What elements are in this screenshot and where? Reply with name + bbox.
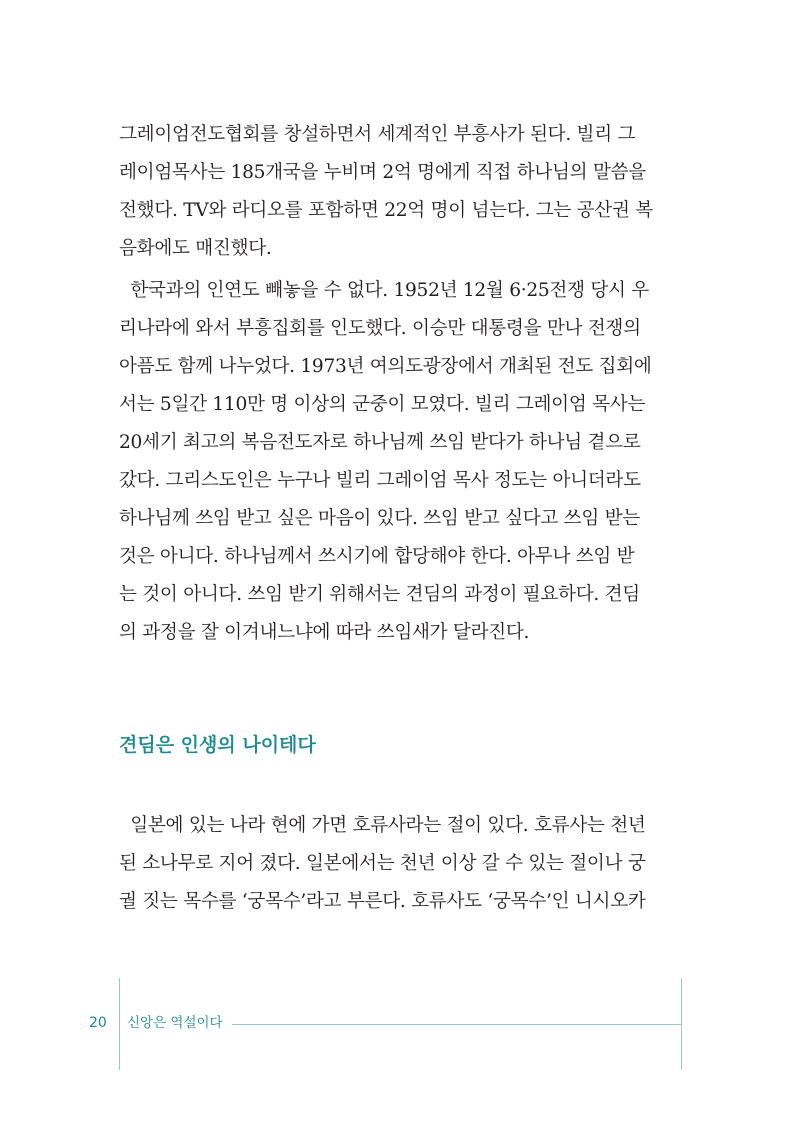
body-line: 전했다. TV와 라디오를 포함하면 22억 명이 넘는다. 그는 공산권 복 xyxy=(119,200,653,221)
body-line: 의 과정을 잘 이겨내느냐에 따라 쓰임새가 달라진다. xyxy=(119,622,530,643)
body-line: 리나라에 와서 부흥집회를 인도했다. 이승만 대통령을 만나 전쟁의 xyxy=(119,318,641,339)
body-line: 한국과의 인연도 빼놓을 수 없다. 1952년 12월 6·25전쟁 당시 우 xyxy=(119,280,649,301)
footer-horizontal-rule xyxy=(232,1024,681,1025)
running-title: 신앙은 역설이다 xyxy=(127,1015,223,1031)
body-line: 일본에 있는 나라 현에 가면 호류사라는 절이 있다. 호류사는 천년 xyxy=(119,815,646,836)
body-line: 하나님께 쓰임 받고 싶은 마음이 있다. 쓰임 받고 싶다고 쓰임 받는 xyxy=(119,508,640,529)
body-line: 갔다. 그리스도인은 누구나 빌리 그레이엄 목사 정도는 아니더라도 xyxy=(119,470,641,491)
body-line: 레이엄목사는 185개국을 누비며 2억 명에게 직접 하나님의 말씀을 xyxy=(119,162,646,183)
body-line: 그레이엄전도협회를 창설하면서 세계적인 부흥사가 된다. 빌리 그 xyxy=(119,124,636,145)
body-line: 아픔도 함께 나누었다. 1973년 여의도광장에서 개최된 전도 집회에 xyxy=(119,356,652,377)
body-line: 음화에도 매진했다. xyxy=(119,238,272,259)
footer-left-rule xyxy=(119,978,120,1070)
section-heading: 견딤은 인생의 나이테다 xyxy=(119,734,316,756)
body-line: 것은 아니다. 하나님께서 쓰시기에 합당해야 한다. 아무나 쓰임 받 xyxy=(119,546,635,567)
body-line: 궐 짓는 목수를 ‘궁목수’라고 부른다. 호류사도 ‘궁목수’인 니시오카 xyxy=(119,891,646,912)
body-line: 서는 5일간 110만 명 이상의 군중이 모였다. 빌리 그레이엄 목사는 xyxy=(119,394,646,415)
footer-right-rule xyxy=(681,978,682,1070)
body-line: 된 소나무로 지어 졌다. 일본에서는 천년 이상 갈 수 있는 절이나 궁 xyxy=(119,853,646,874)
body-line: 는 것이 아니다. 쓰임 받기 위해서는 견딤의 과정이 필요하다. 견딤 xyxy=(119,584,640,605)
page-number: 20 xyxy=(89,1015,107,1031)
body-line: 20세기 최고의 복음전도자로 하나님께 쓰임 받다가 하나님 곁으로 xyxy=(119,432,641,453)
